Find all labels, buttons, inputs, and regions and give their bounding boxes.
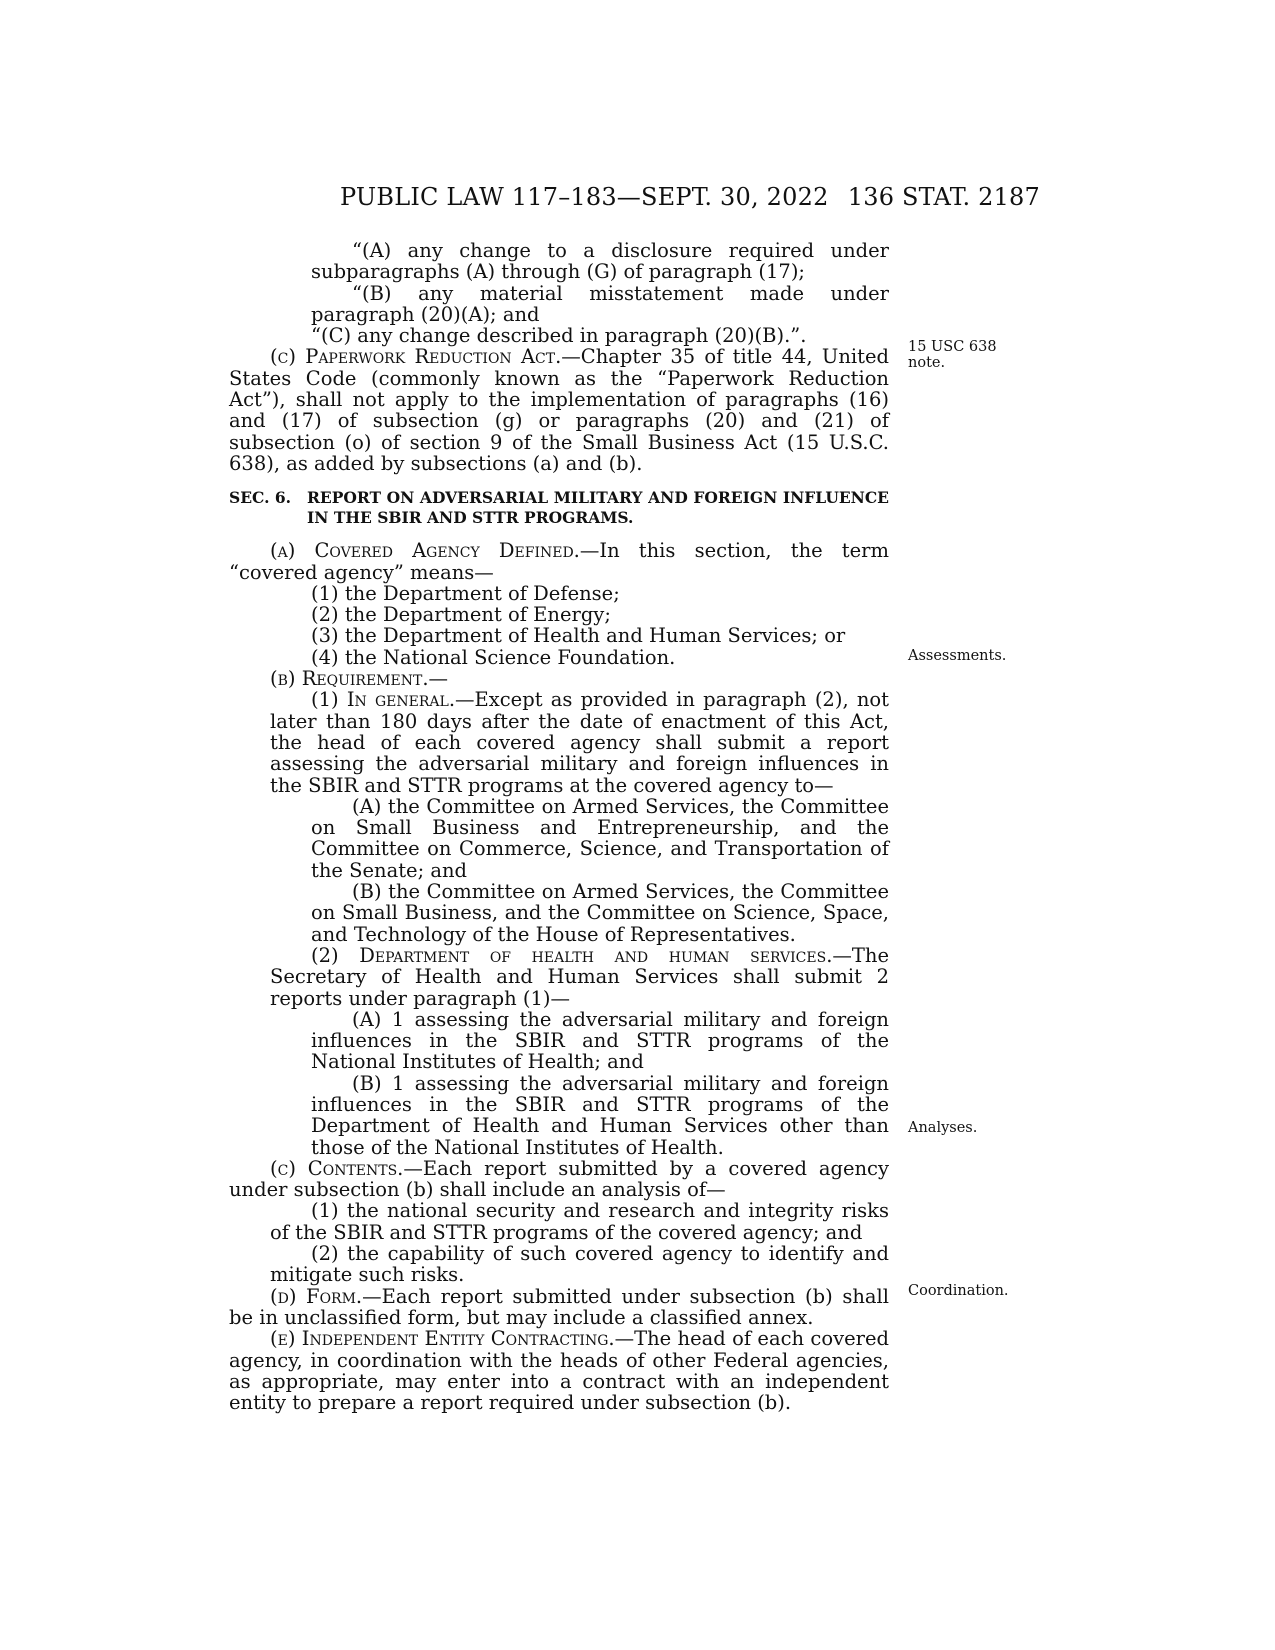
clause-B: “(B) any material misstatement made under paragraph (20)(A); and bbox=[311, 281, 889, 326]
clause-A: “(A) any change to a disclosure required under subparagraphs (A) through (G) of paragraph (17); bbox=[311, 239, 889, 284]
subparagraph-b2B: (B) 1 assessing the adversarial military and foreign influences in the SBIR and STTR programs of the Department of Health and Human Services other than those of the National Institutes of Health. bbox=[311, 1071, 889, 1159]
paragraph-a2: (2) the Department of Energy; bbox=[311, 603, 611, 627]
statute-body bbox=[229, 240, 889, 1413]
paragraph-c1: (1) the national security and research and integrity risks of the SBIR and STTR programs of the covered agency; and bbox=[270, 1199, 889, 1244]
subsection-a: (a) Covered Agency Defined.—In this section, the term “covered agency” means— bbox=[229, 539, 889, 584]
margin-note-assessments: Assessments. bbox=[908, 648, 1007, 664]
subsection-d: (d) Form.—Each report submitted under subsection (b) shall be in unclassified form, but may include a classified annex. bbox=[229, 1284, 889, 1329]
paragraph-b2: (2) Department of health and human services.—The Secretary of Health and Human Services shall submit 2 reports under paragraph (1)— bbox=[270, 943, 889, 1010]
margin-note-analyses: Analyses. bbox=[908, 1120, 978, 1136]
paragraph-a4: (4) the National Science Foundation. bbox=[311, 645, 676, 669]
subsection-heading: (c) Contents. bbox=[270, 1156, 404, 1180]
paragraph-c2: (2) the capability of such covered agency to identify and mitigate such risks. bbox=[270, 1242, 889, 1287]
subparagraph-b1B: (B) the Committee on Armed Services, the Committee on Small Business, and the Committee on Science, Space, and Technology of the House of Representatives. bbox=[311, 880, 889, 946]
margin-note-usc: 15 USC 638 note. bbox=[908, 339, 997, 371]
paragraph-b1: (1) In general.—Except as provided in paragraph (2), not later than 180 days after the date of enactment of this Act, the head of each covered agency shall submit a report assessing the adversarial military and foreign influences in the SBIR and STTR programs at the covered agency to— bbox=[270, 688, 889, 797]
public-law-citation: PUBLIC LAW 117–183—SEPT. 30, 2022 bbox=[340, 183, 829, 211]
subsection-heading: (e) Independent Entity Contracting. bbox=[270, 1327, 615, 1351]
subparagraph-b1A: (A) the Committee on Armed Services, the Committee on Small Business and Entrepreneurship, and the Committee on Commerce, Science, and Transportation of the Senate; and bbox=[311, 794, 889, 882]
subparagraph-b2A: (A) 1 assessing the adversarial military and foreign influences in the SBIR and STTR programs of the National Institutes of Health; and bbox=[311, 1007, 889, 1074]
section-heading bbox=[229, 488, 889, 528]
margin-note-coordination: Coordination. bbox=[908, 1283, 1009, 1299]
subsection-heading: (c) Paperwork Reduction Act. bbox=[270, 345, 562, 369]
paragraph-heading: (2) Department of health and human services. bbox=[311, 943, 833, 967]
running-header bbox=[340, 183, 1040, 213]
paragraph-a3: (3) the Department of Health and Human Services; or bbox=[311, 624, 846, 648]
subsection-c-paperwork: (c) Paperwork Reduction Act.—Chapter 35 of title 44, United States Code (commonly known as the “Paperwork Reduction Act”), shall not apply to the implementation of paragraphs (16) and (17) of subsection (g) or paragraphs (20) and (21) of subsection (o) of section 9 of the Small Business Act (15 U.S.C. 638), as added by subsections (a) and (b). bbox=[229, 345, 889, 475]
subsection-b: (b) Requirement.— bbox=[270, 667, 449, 691]
subsection-heading: (d) Form. bbox=[270, 1284, 363, 1308]
subsection-heading: (b) Requirement. bbox=[270, 667, 429, 691]
clause-C: “(C) any change described in paragraph (20)(B).”. bbox=[311, 324, 807, 348]
statute-page-number: 136 STAT. 2187 bbox=[847, 183, 1040, 211]
subsection-heading: (a) Covered Agency Defined. bbox=[270, 539, 580, 563]
paragraph-heading: (1) In general. bbox=[311, 688, 456, 712]
subsection-c-contents: (c) Contents.—Each report submitted by a covered agency under subsection (b) shall include an analysis of— bbox=[229, 1156, 889, 1202]
section-title: REPORT ON ADVERSARIAL MILITARY AND FOREIGN INFLUENCE IN THE SBIR AND STTR PROGRAMS. bbox=[307, 488, 889, 528]
paragraph-a1: (1) the Department of Defense; bbox=[311, 581, 620, 605]
subsection-e: (e) Independent Entity Contracting.—The head of each covered agency, in coordination with the heads of other Federal agencies, as appropriate, may enter into a contract with an independent entity to prepare a report required under subsection (b). bbox=[229, 1327, 889, 1415]
section-number: SEC. 6. bbox=[229, 488, 292, 508]
